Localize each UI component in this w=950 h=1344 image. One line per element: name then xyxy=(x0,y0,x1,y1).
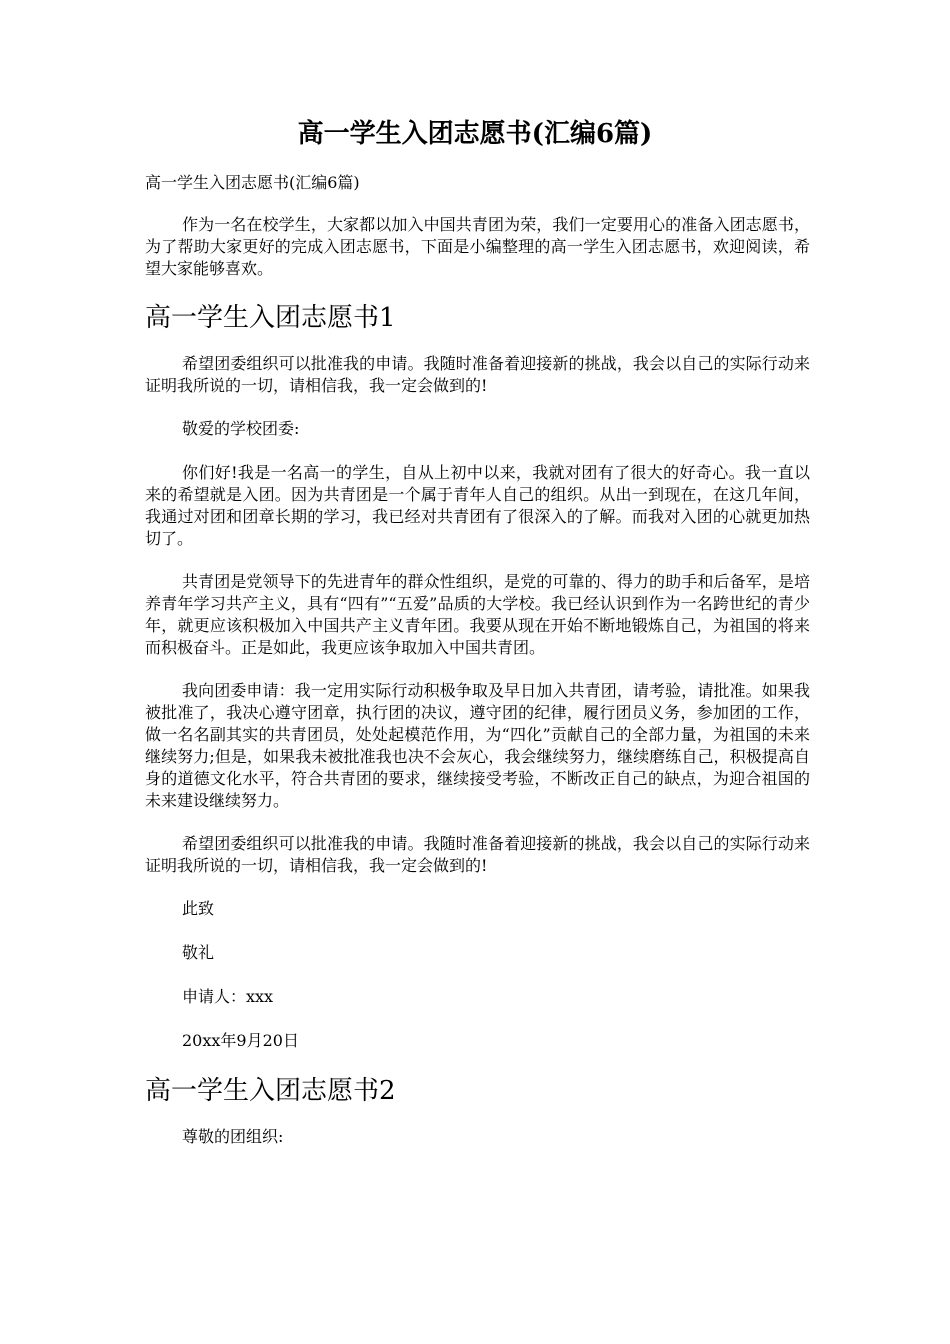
section-heading-1: 高一学生入团志愿书1 xyxy=(145,303,396,333)
section-1-paragraph: 你们好!我是一名高一的学生，自从上初中以来，我就对团有了很大的好奇心。我一直以来的希望就是入团。因为共青团是一个属于青年人自己的组织。从出一到现在，在这几年间，我通过对团和团章长期的学习，我已经对共青团有了很深入的了解。而我对入团的心就更加热切了。 xyxy=(145,463,810,548)
closing-salute: 敬礼 xyxy=(182,943,215,962)
applicant-line: 申请人：xxx xyxy=(182,987,274,1006)
section-2-salutation: 尊敬的团组织: xyxy=(182,1127,284,1146)
section-1-paragraph: 共青团是党领导下的先进青年的群众性组织，是党的可靠的、得力的助手和后备军，是培养青年学习共产主义，具有“四有”“五爱”品质的大学校。我已经认识到作为一名跨世纪的青少年，就更应该积极加入中国共产主义青年团。我要从现在开始不断地锻炼自己，为祖国的将来而积极奋斗。正是如此，我更应该争取加入中国共青团。 xyxy=(145,572,810,657)
section-1-salutation: 敬爱的学校团委: xyxy=(182,419,300,438)
section-1-paragraph: 我向团委申请：我一定用实际行动积极争取及早日加入共青团，请考验，请批准。如果我被批准了，我决心遵守团章，执行团的决议，遵守团的纪律，履行团员义务，参加团的工作，做一名名副其实的共青团员，处处起模范作用，为“四化”贡献自己的全部力量，为祖国的未来继续努力;但是，如果我未被批准我也决不会灰心，我会继续努力，继续磨练自己，积极提高自身的道德文化水平，符合共青团的要求，继续接受考验，不断改正自己的缺点，为迎合祖国的未来建设继续努力。 xyxy=(145,681,810,810)
section-heading-2: 高一学生入团志愿书2 xyxy=(145,1076,396,1106)
document-subtitle: 高一学生入团志愿书(汇编6篇) xyxy=(145,173,360,192)
intro-paragraph: 作为一名在校学生，大家都以加入中国共青团为荣，我们一定要用心的准备入团志愿书，为了帮助大家更好的完成入团志愿书，下面是小编整理的高一学生入团志愿书，欢迎阅读，希望大家能够喜欢。 xyxy=(145,215,810,278)
document-title: 高一学生入团志愿书(汇编6篇) xyxy=(297,119,653,149)
section-1-paragraph: 希望团委组织可以批准我的申请。我随时准备着迎接新的挑战，我会以自己的实际行动来证明我所说的一切，请相信我，我一定会做到的! xyxy=(145,834,810,875)
section-1-paragraph: 希望团委组织可以批准我的申请。我随时准备着迎接新的挑战，我会以自己的实际行动来证明我所说的一切，请相信我，我一定会做到的! xyxy=(145,354,810,395)
date-line: 20xx年9月20日 xyxy=(182,1031,299,1050)
closing-line: 此致 xyxy=(182,899,215,918)
document-body xyxy=(145,214,810,1170)
